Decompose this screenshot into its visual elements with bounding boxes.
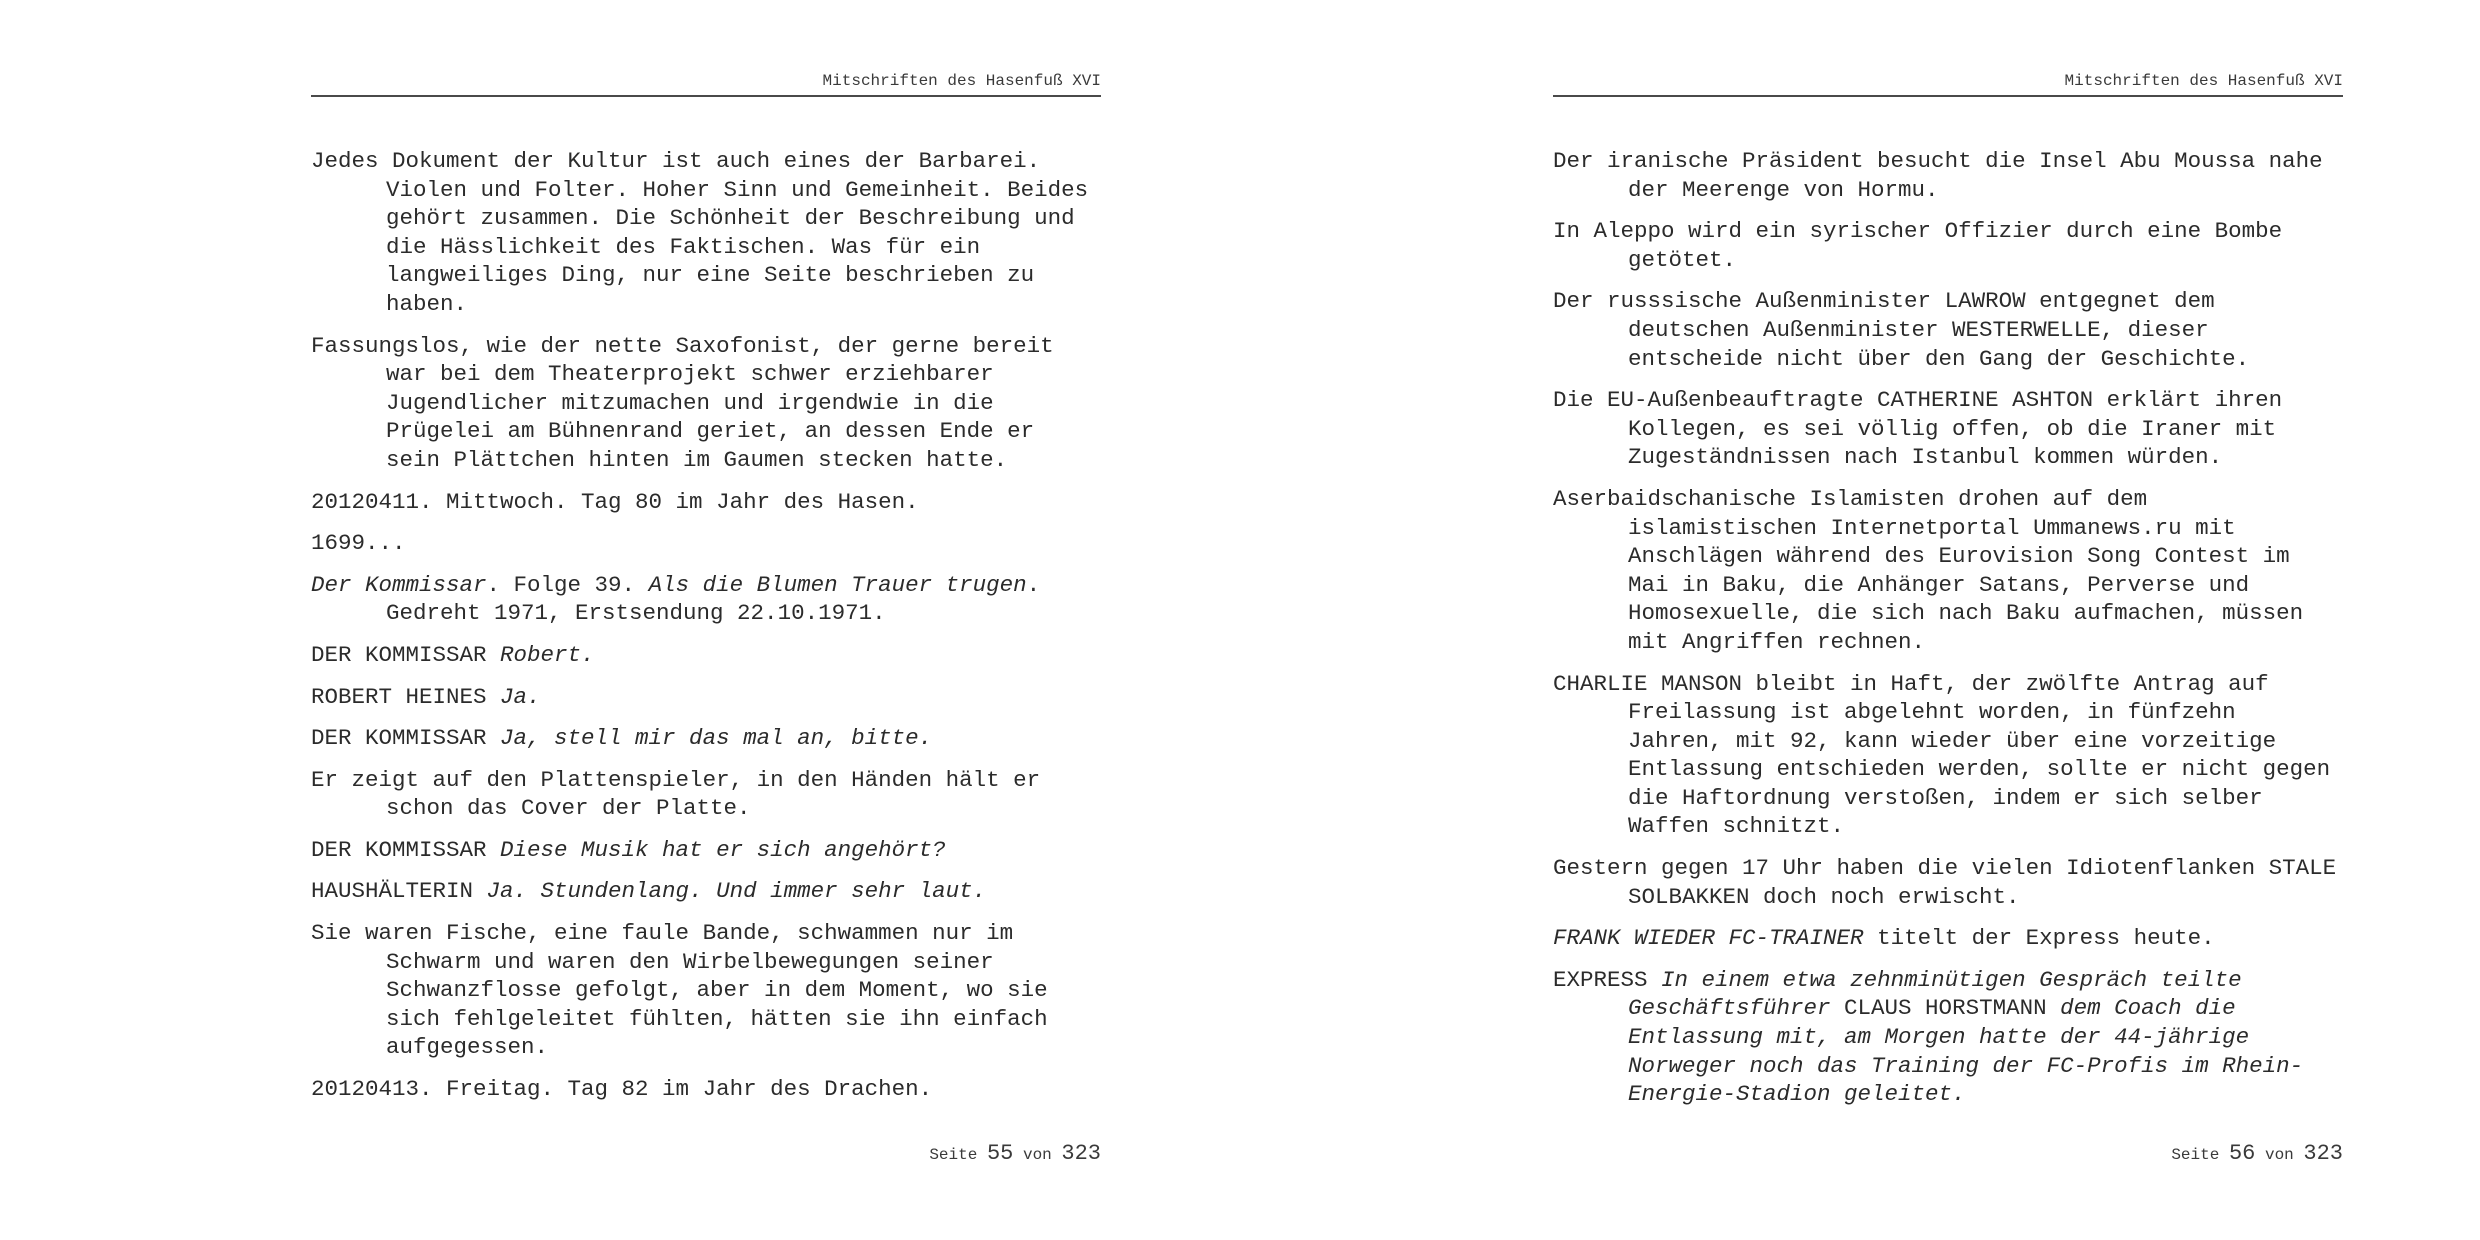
- text-run: Sie waren Fische, eine faule Bande, schwammen nur im Schwarm und waren den Wirbelbewegungen seiner Schwanzflosse gefolgt, aber in dem Moment, wo sie sich fehlgeleitet fühlten, hätten sie ihn einfach aufgegessen.: [311, 920, 1048, 1061]
- left-page: [311, 0, 1101, 1240]
- text-run: Der russsische Außenminister LAWROW entgegnet dem deutschen Außenminister WESTERWELLE, dieser entscheide nicht über den Gang der Geschichte.: [1553, 288, 2250, 372]
- paragraph: [1553, 924, 2343, 953]
- paragraph: [311, 147, 1101, 319]
- italic-text: Als die Blumen Trauer trugen: [648, 571, 1027, 598]
- paragraph: [311, 877, 1101, 906]
- paragraph: [1553, 854, 2343, 911]
- text-run: . Folge 39.: [486, 571, 649, 598]
- text-run: Jedes Dokument der Kultur ist auch eines der Barbarei. Violen und Folter. Hoher Sinn und Gemeinheit. Beides gehört zusammen. Die Schönheit der Beschreibung und die Hässlichkeit des Faktischen. Was für ein langweiliges Ding, nur eine Seite beschrieben zu haben.: [311, 148, 1089, 317]
- text-run: DER KOMMISSAR: [311, 641, 501, 668]
- paragraph: [1553, 147, 2343, 204]
- page-body: [1553, 147, 2343, 1122]
- italic-text: Ja. Stundenlang. Und immer sehr laut.: [486, 878, 987, 905]
- paragraph: [1553, 287, 2343, 373]
- paragraph: [311, 488, 1101, 517]
- text-run: Er zeigt auf den Plattenspieler, in den Händen hält er schon das Cover der Platte.: [311, 766, 1041, 822]
- text-run: Aserbaidschanische Islamisten drohen auf dem islamistischen Internetportal Ummanews.ru mit Anschlägen während des Eurovision Song Contest im Mai in Baku, die Anhänger Satans, Perverse und Homosexuelle, die sich nach Baku aufmachen, müssen mit Angriffen rechnen.: [1553, 485, 2304, 655]
- text-run: CHARLIE MANSON bleibt in Haft, der zwölfte Antrag auf Freilassung ist abgelehnt worden, in fünfzehn Jahren, mit 92, kann wieder über eine vorzeitige Entlassung entschieden werden, sollte er nicht gegen die Haftordnung verstoßen, indem er sich selber Waffen schnitzt.: [1553, 670, 2331, 840]
- paragraph: [311, 683, 1101, 712]
- running-header: Mitschriften des Hasenfuß XVI: [311, 72, 1101, 97]
- text-run: Die EU-Außenbeauftragte CATHERINE ASHTON erklärt ihren Kollegen, es sei völlig offen, ob die Iraner mit Zugeständnissen nach Istanbul kommen würden.: [1553, 387, 2283, 471]
- paragraph: [311, 571, 1101, 628]
- paragraph: [311, 836, 1101, 865]
- paragraph: [1553, 485, 2343, 657]
- text-run: Gestern gegen 17 Uhr haben die vielen Idiotenflanken STALE SOLBAKKEN doch noch erwischt.: [1553, 855, 2337, 910]
- page-total: 323: [1061, 1141, 1101, 1166]
- text-run: ROBERT HEINES: [311, 683, 501, 710]
- text-run: CLAUS HORSTMANN: [1844, 995, 2047, 1022]
- text-run: HAUSHÄLTERIN: [311, 878, 487, 905]
- italic-text: FRANK WIEDER FC-TRAINER: [1553, 925, 1864, 952]
- text-run: . Gedreht 1971, Erstsendung 22.10.1971.: [386, 571, 1041, 627]
- italic-text: In einem etwa zehnminütigen Gespräch teilte Geschäftsführer: [1628, 966, 2242, 1022]
- paragraph: [311, 332, 1101, 475]
- italic-text: Robert.: [500, 641, 595, 668]
- paragraph: [311, 641, 1101, 670]
- page-footer: [929, 1141, 1101, 1166]
- page-footer: [2171, 1141, 2343, 1166]
- paragraph: [1553, 386, 2343, 472]
- italic-text: Der Kommissar: [311, 571, 487, 598]
- paragraph: [311, 919, 1101, 1062]
- paragraph: [1553, 966, 2343, 1109]
- text-run: 20120411. Mittwoch. Tag 80 im Jahr des Hasen.: [311, 488, 919, 515]
- text-run: titelt der Express heute.: [1863, 925, 2215, 952]
- page-of-label: von: [1022, 1146, 1052, 1164]
- text-run: DER KOMMISSAR: [311, 836, 501, 863]
- text-run: Der iranische Präsident besucht die Insel Abu Moussa nahe der Meerenge von Hormu.: [1553, 148, 2323, 203]
- italic-text: Ja.: [500, 683, 541, 710]
- paragraph: [1553, 217, 2343, 274]
- italic-text: dem Coach die Entlassung mit, am Morgen hatte der 44-jährige Norweger noch das Training der FC-Profis im Rhein-Energie-Stadion geleitet.: [1628, 995, 2304, 1108]
- paragraph: [311, 529, 1101, 558]
- italic-text: Ja, stell mir das mal an, bitte.: [500, 725, 933, 752]
- text-run: 20120413. Freitag. Tag 82 im Jahr des Drachen.: [311, 1076, 933, 1103]
- page-total: 323: [2303, 1141, 2343, 1166]
- page-label: Seite: [2171, 1146, 2220, 1164]
- page-of-label: von: [2264, 1146, 2294, 1164]
- page-label: Seite: [929, 1146, 978, 1164]
- text-run: 1699...: [311, 530, 406, 557]
- text-run: EXPRESS: [1553, 966, 1662, 993]
- paragraph: [311, 766, 1101, 823]
- italic-text: Diese Musik hat er sich angehört?: [500, 836, 946, 863]
- paragraph: [1553, 670, 2343, 842]
- text-run: In Aleppo wird ein syrischer Offizier durch eine Bombe getötet.: [1553, 218, 2283, 273]
- page-number: 56: [2228, 1141, 2256, 1166]
- right-page: [1553, 0, 2343, 1240]
- paragraph: [311, 724, 1101, 753]
- text-run: Fassungslos, wie der nette Saxofonist, der gerne bereit war bei dem Theaterprojekt schwer erziehbarer Jugendlicher mitzumachen und irgendwie in die Prügelei am Bühnenrand geriet, an dessen Ende er sein Plättchen hinten im Gaumen stecken hatte.: [311, 332, 1054, 473]
- page-number: 55: [986, 1141, 1014, 1166]
- running-header: Mitschriften des Hasenfuß XVI: [1553, 72, 2343, 97]
- paragraph: [311, 1075, 1101, 1104]
- text-run: DER KOMMISSAR: [311, 725, 501, 752]
- page-body: [311, 147, 1101, 1117]
